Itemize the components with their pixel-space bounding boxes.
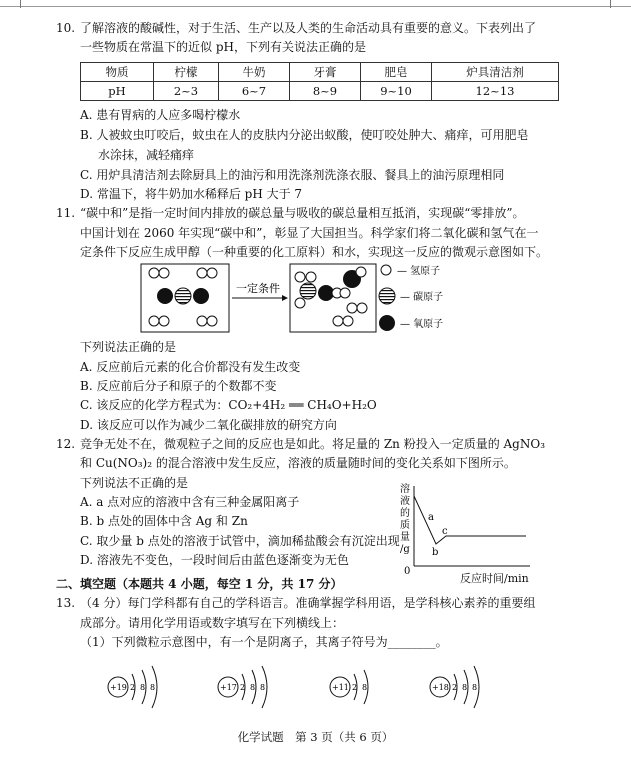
chart-point-c: c (442, 526, 448, 537)
q10-option-b: B. 人被蚊虫叮咬后，蚊虫在人的皮肤内分泌出蚁酸，使叮咬处肿大、痛痒，可用肥皂 (80, 128, 529, 142)
hydrogen-molecule (347, 303, 367, 313)
atom-nucleus: +18 (432, 683, 449, 692)
q10-line1: 了解溶液的酸碱性，对于生活、生产以及人类的生命活动具有重要的意义。下表列出了 (80, 21, 537, 35)
chart-origin-label: 0 (404, 566, 411, 577)
ph-value-cell: 6~7 (219, 82, 290, 101)
q12-option-a: A. a 点对应的溶液中含有三种金属阳离子 (80, 495, 300, 509)
q10-line2: 一些物质在常温下的近似 pH，下列有关说法正确的是 (80, 40, 366, 54)
shell-electrons: 8 (250, 683, 256, 692)
q13-line2: 成部分。请用化学用语或数字填写在下列横线上： (80, 616, 345, 630)
hydrogen-molecule (149, 316, 169, 326)
shell-electrons: 8 (150, 683, 156, 692)
chart-ylabel-5: 量 (400, 532, 410, 543)
q13-line1: （4 分）每门学科都有自己的学科语言。准确掌握学科用语，是学科核心素养的重要组 (80, 596, 536, 610)
hydrogen-molecule (333, 316, 353, 326)
legend-carbon-label: — 碳原子 (400, 292, 444, 303)
q11-option-c: C. 该反应的化学方程式为：CO₂+4H₂ ══ CH₄O+H₂O (80, 398, 377, 412)
shell-electrons: 8 (260, 683, 266, 692)
atom-nucleus: +17 (220, 683, 237, 692)
crop-mark-left (20, 0, 21, 8)
chart-ylabel-2: 液 (400, 496, 410, 507)
legend-hydrogen-label: — 氢原子 (397, 266, 441, 277)
ph-header-cell: 牙膏 (290, 63, 361, 82)
q11-option-a: A. 反应前后元素的化合价都没有发生改变 (80, 360, 301, 374)
q10-option-c: C. 用炉具清洁剂去除厨具上的油污和用洗涤剂洗涤衣服、餐具上的油污原理相同 (80, 168, 505, 182)
shell-electrons: 2 (130, 683, 136, 692)
atom-diagram (218, 666, 267, 708)
chart-point-a: a (428, 512, 434, 523)
chart-ylabel-6: /g (400, 544, 410, 555)
shell-electrons: 2 (240, 683, 246, 692)
chart-ylabel-4: 质 (400, 520, 410, 531)
atom-diagram (108, 666, 157, 708)
hydrogen-molecule (197, 316, 217, 326)
ph-header-cell: 物质 (81, 63, 154, 82)
q13-sub1: （1）下列微粒示意图中，有一个是阴离子，其离子符号为________。 (80, 635, 448, 649)
q11-line3: 定条件下反应生成甲醇（一种重要的化工原料）和水，实现这一反应的微观示意图如下。 (80, 245, 549, 259)
q11-option-d: D. 该反应可以作为减少二氧化碳排放的研究方向 (80, 418, 337, 432)
chart-xlabel: 反应时间/min (460, 572, 529, 585)
ph-value-cell: 2~3 (154, 82, 219, 101)
q11-number: 11. (56, 206, 76, 220)
chart-point-b: b (432, 547, 439, 558)
q10-option-d: D. 常温下，将牛奶加水稀释后 pH 大于 7 (80, 187, 303, 201)
q11-line1: “碳中和”是指一定时间内排放的碳总量与吸收的碳总量相互抵消，实现碳“零排放”。 (80, 206, 525, 220)
hydrogen-molecule (149, 268, 169, 278)
shell-electrons: 8 (472, 683, 478, 692)
chart-ylabel-3: 的 (400, 508, 410, 519)
ph-table-header-row (81, 63, 559, 82)
mass-time-chart (398, 482, 532, 582)
atom-diagram (330, 670, 368, 704)
atom-diagram (430, 666, 479, 708)
methanol-molecule (295, 272, 342, 308)
q12-number: 12. (56, 437, 76, 451)
ph-header-cell: 肥皂 (361, 63, 432, 82)
q10-number: 10. (56, 21, 76, 35)
legend-oxygen-label: — 氧原子 (400, 319, 444, 330)
arrow-condition-label: 一定条件 (236, 282, 280, 295)
legend-hydrogen-icon (381, 265, 391, 275)
page-footer: 化学试题 第 3 页（共 6 页） (237, 730, 394, 744)
atom-nucleus: +19 (110, 683, 127, 692)
q12-line1: 竞争无处不在，微观粒子之间的反应也是如此。将足量的 Zn 粉投入一定质量的 AgNO₃ (80, 437, 546, 451)
atom-nucleus: +11 (332, 683, 349, 692)
section-two-heading: 二、填空题（本题共 4 小题，每空 1 分，共 17 分） (56, 577, 343, 591)
ph-value-cell: 8~9 (290, 82, 361, 101)
shell-electrons: 2 (452, 683, 458, 692)
q12-option-d: D. 溶液先不变色，一段时间后由蓝色逐渐变为无色 (80, 553, 349, 567)
chart-ylabel-1: 溶 (400, 484, 410, 495)
q10-option-a: A. 患有胃病的人应多喝柠檬水 (80, 108, 241, 122)
q12-line2: 和 Cu(NO₃)₂ 的混合溶液中发生反应，溶液的质量随时间的变化关系如下图所示。 (80, 456, 516, 470)
shell-electrons: 8 (362, 683, 368, 692)
q12-stem: 下列说法不正确的是 (80, 476, 189, 490)
ph-table (80, 62, 559, 101)
reaction-diagram (140, 263, 480, 335)
q11-line2: 中国计划在 2060 年实现“碳中和”，彰显了大国担当。科学家们将二氧化碳和氢气在一 (80, 226, 539, 240)
ph-value-cell: pH (81, 82, 154, 101)
crop-mark-right (610, 0, 611, 8)
q12-option-b: B. b 点处的固体中含 Ag 和 Zn (80, 514, 248, 528)
q12-option-c: C. 取少量 b 点处的溶液于试管中，滴加稀盐酸会有沉淀出现 (80, 534, 400, 548)
legend-oxygen-icon (379, 315, 395, 331)
shell-electrons: 8 (462, 683, 468, 692)
q13-number: 13. (56, 596, 76, 610)
q10-option-b-cont: 水涂抹，减轻痛痒 (98, 148, 195, 162)
atom-structure-diagrams (100, 662, 540, 712)
ph-header-cell: 炉具清洁剂 (432, 63, 559, 82)
hydrogen-molecule (197, 268, 217, 278)
q11-option-b: B. 反应前后分子和原子的个数都不变 (80, 379, 277, 393)
shell-electrons: 8 (140, 683, 146, 692)
ph-header-cell: 柠檬 (154, 63, 219, 82)
ph-value-cell: 9~10 (361, 82, 432, 101)
ph-table-value-row (81, 82, 559, 101)
ph-value-cell: 12~13 (432, 82, 559, 101)
arrow-head (282, 295, 288, 301)
q11-stem: 下列说法正确的是 (80, 340, 177, 354)
water-molecule (340, 267, 366, 298)
shell-electrons: 2 (352, 683, 358, 692)
top-rule (0, 6, 631, 7)
ph-header-cell: 牛奶 (219, 63, 290, 82)
carbon-dioxide-molecule (157, 288, 209, 304)
